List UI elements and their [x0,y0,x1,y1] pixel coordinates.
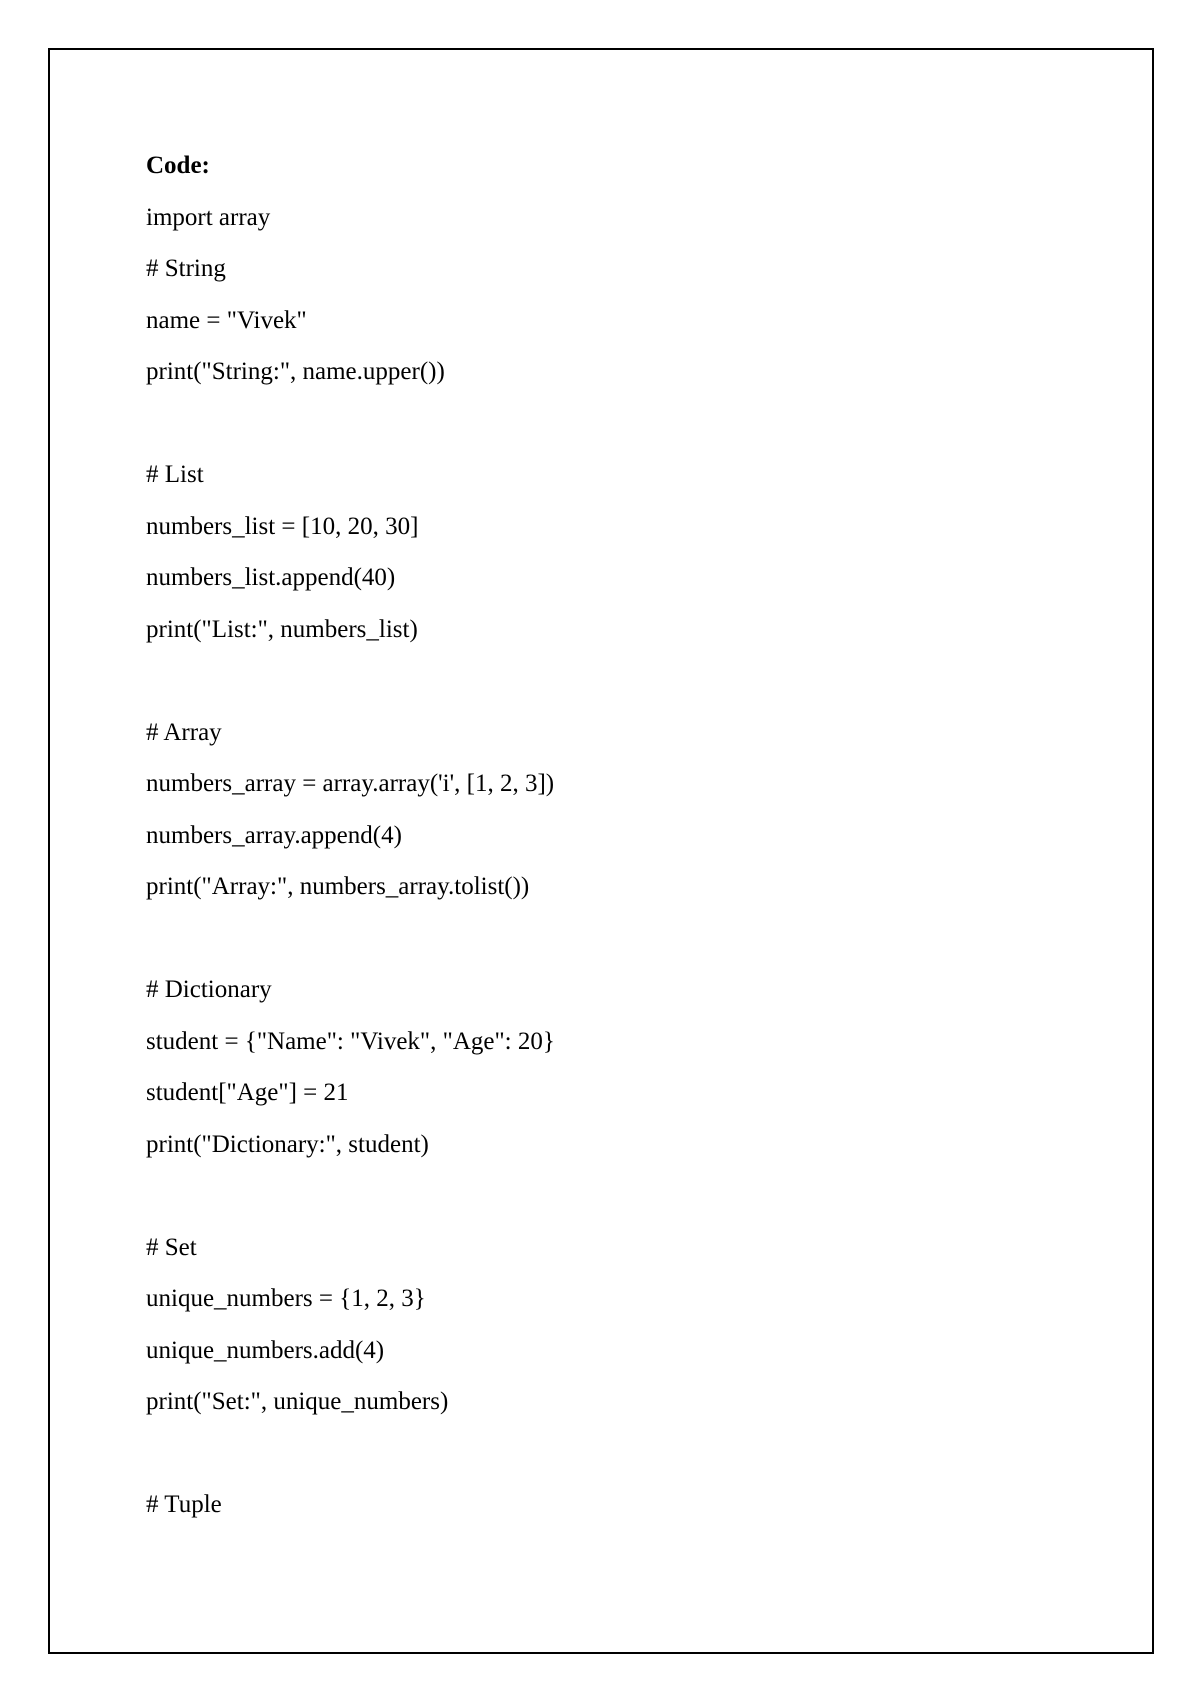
code-line: numbers_list = [10, 20, 30] [146,512,419,540]
blank-line [146,1170,1046,1222]
code-block [146,140,1046,1531]
code-line: import array [146,203,271,231]
code-line: name = "Vivek" [146,306,307,334]
code-line: # List [146,461,204,488]
blank-line [146,398,1046,450]
code-line: student["Age"] = 21 [146,1079,349,1106]
blank-line [146,913,1046,965]
code-line: print("Dictionary:", student) [146,1130,429,1158]
code-line: student = {"Name": "Vivek", "Age": 20} [146,1027,555,1055]
code-line: # Dictionary [146,976,272,1003]
code-line: print("Array:", numbers_array.tolist()) [146,873,530,900]
blank-line [146,655,1046,707]
code-heading: Code: [146,152,210,179]
code-line: # Array [146,718,222,746]
code-line: unique_numbers = {1, 2, 3} [146,1285,426,1312]
code-line: # String [146,255,226,282]
code-line: numbers_array = array.array('i', [1, 2, 3]) [146,770,555,797]
blank-line [146,1428,1046,1480]
code-line: numbers_list.append(40) [146,564,396,591]
code-line: print("List:", numbers_list) [146,615,418,643]
code-line: print("Set:", unique_numbers) [146,1388,449,1415]
code-line: unique_numbers.add(4) [146,1336,385,1364]
code-line: print("String:", name.upper()) [146,358,445,385]
code-line: # Set [146,1233,197,1261]
code-line: numbers_array.append(4) [146,821,402,849]
code-line: # Tuple [146,1491,222,1518]
